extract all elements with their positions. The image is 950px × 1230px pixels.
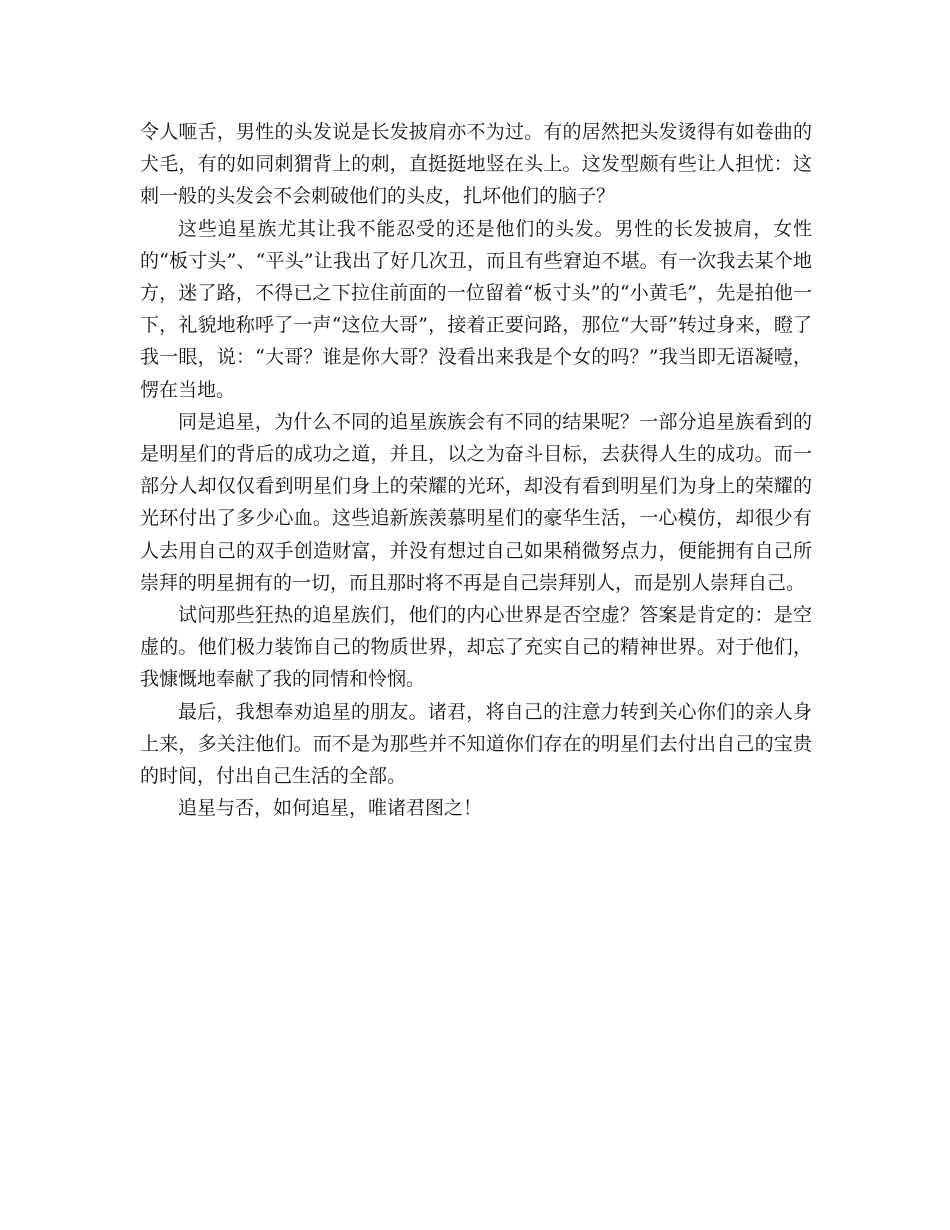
paragraph-continued: 令人咂舌，男性的头发说是长发披肩亦不为过。有的居然把头发烫得有如卷曲的犬毛，有的如同刺猬背上的刺，直挺挺地竖在头上。这发型颇有些让人担忧：这刺一般的头发会不会刺破他们的头皮，扎坏他们的脑子？ (140, 121, 812, 208)
document-body (140, 116, 812, 824)
paragraph: 最后，我想奉劝追星的朋友。诸君，将自己的注意力转到关心你们的亲人身上来，多关注他们。而不是为那些并不知道你们存在的明星们去付出自己的宝贵的时间，付出自己生活的全部。 (140, 700, 812, 788)
paragraph: 同是追星，为什么不同的追星族族会有不同的结果呢？一部分追星族看到的是明星们的背后的成功之道，并且，以之为奋斗目标，去获得人生的成功。而一部分人却仅仅看到明星们身上的荣耀的光环，却没有看到明星们为身上的荣耀的光环付出了多少心血。这些追新族羡慕明星们的豪华生活，一心模仿，却很少有人去用自己的双手创造财富，并没有想过自己如果稍微努点力，便能拥有自己所崇拜的明星拥有的一切，而且那时将不再是自己崇拜别人，而是别人崇拜自己。 (140, 410, 812, 594)
paragraph: 追星与否，如何追星，唯诸君图之！ (178, 797, 483, 820)
paragraph: 试问那些狂热的追星族们，他们的内心世界是否空虚？答案是肯定的：是空虚的。他们极力装饰自己的物质世界，却忘了充实自己的精神世界。对于他们，我慷慨地奉献了我的同情和怜悯。 (140, 604, 812, 691)
paragraph: 这些追星族尤其让我不能忍受的还是他们的头发。男性的长发披肩，女性的“板寸头”、“平头”让我出了好几次丑，而且有些窘迫不堪。有一次我去某个地方，迷了路，不得已之下拉住前面的一位留着“板寸头”的“小黄毛”，先是拍他一下，礼貌地称呼了一声“这位大哥”，接着正要问路，那位“大哥”转过身来，瞪了我一眼，说：“大哥？谁是你大哥？没看出来我是个女的吗？”我当即无语凝噎，愣在当地。 (140, 217, 812, 401)
